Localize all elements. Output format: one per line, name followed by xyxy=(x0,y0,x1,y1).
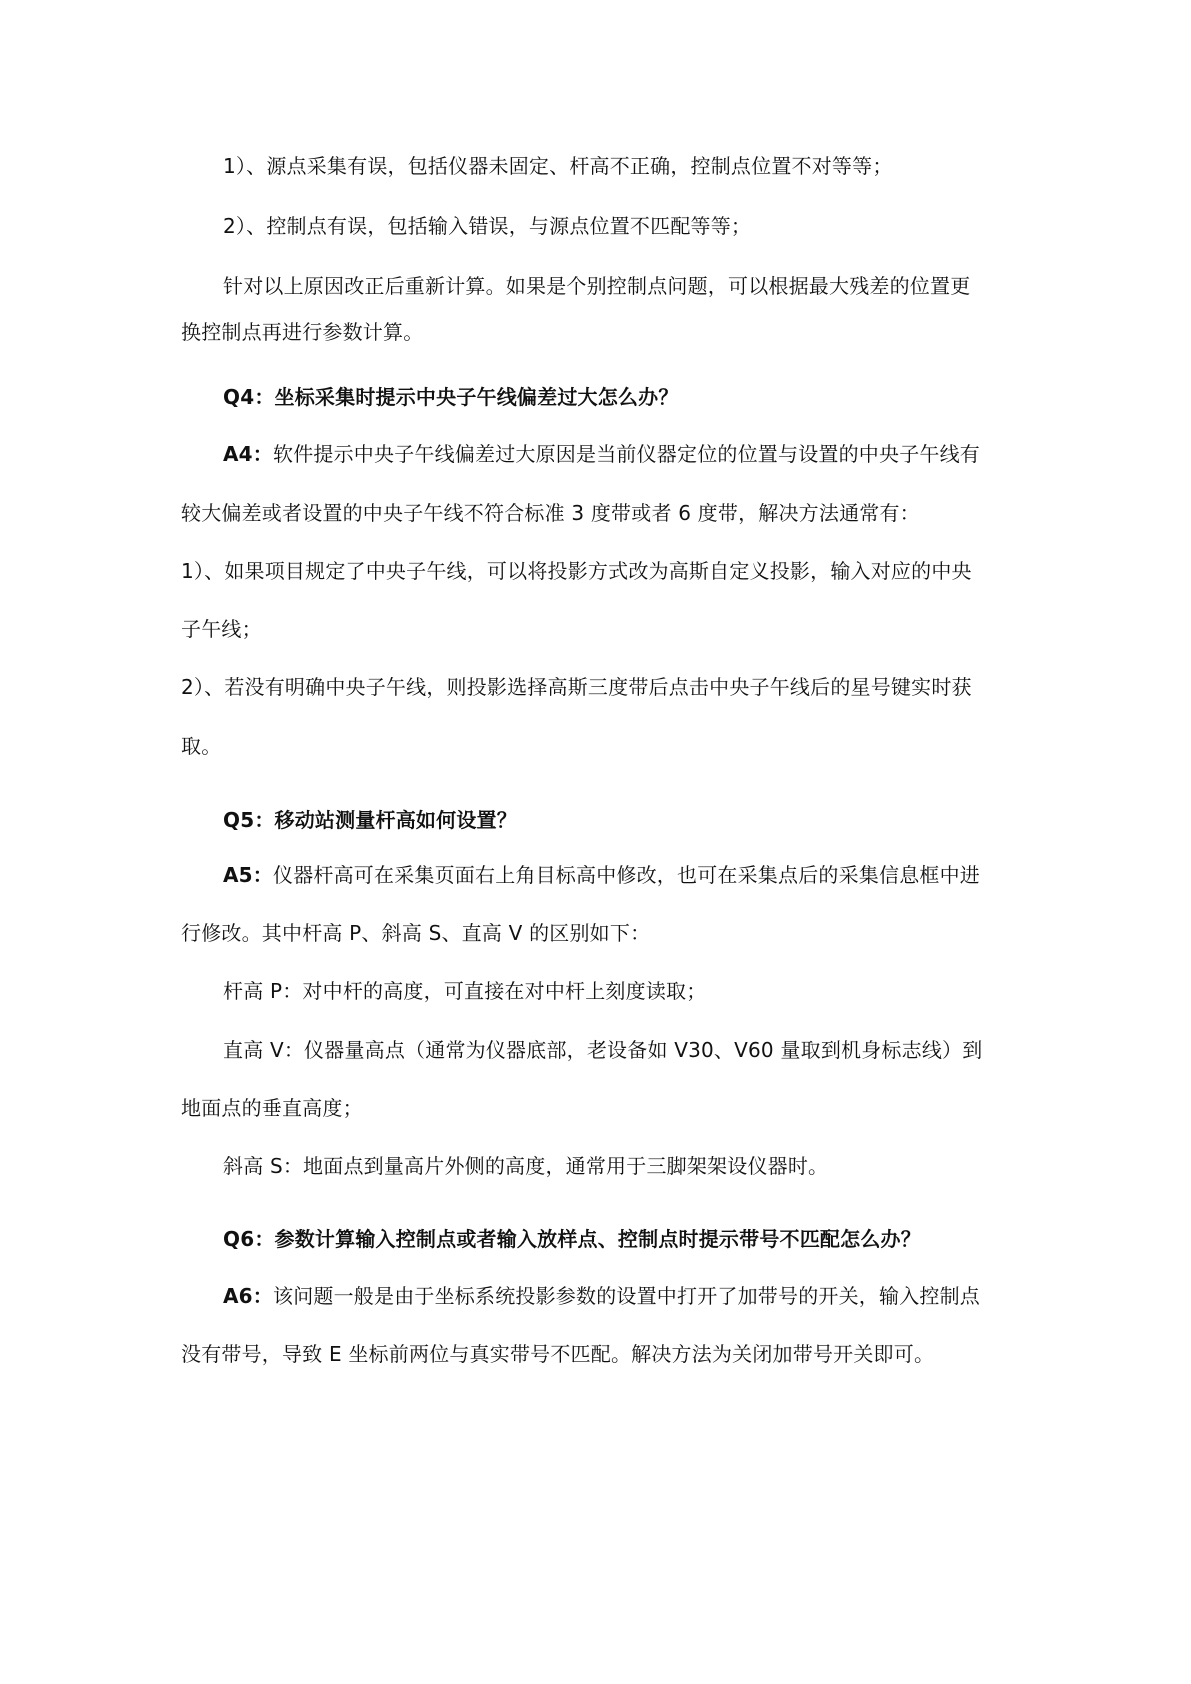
answer-a4-item2-line-1: 2）、若没有明确中央子午线，则投影选择高斯三度带后点击中央子午线后的星号键实时获 xyxy=(181,675,972,699)
answer-a4-item1-line-1: 1）、如果项目规定了中央子午线，可以将投影方式改为高斯自定义投影，输入对应的中央 xyxy=(181,559,972,583)
answer-a5-text: 仪器杆高可在采集页面右上角目标高中修改，也可在采集点后的采集信息框中进 xyxy=(273,863,980,887)
question-q4: Q4：坐标采集时提示中央子午线偏差过大怎么办？ xyxy=(223,385,679,409)
definition-slant-height: 斜高 S：地面点到量高片外侧的高度，通常用于三脚架架设仪器时。 xyxy=(223,1154,829,1178)
question-q5: Q5：移动站测量杆高如何设置？ xyxy=(223,808,517,832)
paragraph-source-point-error: 1）、源点采集有误，包括仪器未固定、杆高不正确，控制点位置不对等等； xyxy=(223,154,893,178)
answer-a4-item2-line-2: 取。 xyxy=(181,734,222,758)
definition-pole-height: 杆高 P：对中杆的高度，可直接在对中杆上刻度读取； xyxy=(223,979,707,1003)
answer-a4-line-2: 较大偏差或者设置的中央子午线不符合标准 3 度带或者 6 度带，解决方法通常有： xyxy=(181,501,920,525)
paragraph-fix-line-2: 换控制点再进行参数计算。 xyxy=(181,320,424,344)
question-q6: Q6：参数计算输入控制点或者输入放样点、控制点时提示带号不匹配怎么办？ xyxy=(223,1227,921,1251)
answer-a4-line-1 xyxy=(223,440,1021,468)
answer-a5-line-2: 行修改。其中杆高 P、斜高 S、直高 V 的区别如下： xyxy=(181,921,651,945)
answer-a6-line-1 xyxy=(223,1282,1021,1310)
paragraph-control-point-error: 2）、控制点有误，包括输入错误，与源点位置不匹配等等； xyxy=(223,214,752,238)
answer-a4-label: A4： xyxy=(223,442,273,466)
answer-a4-item1-line-2: 子午线； xyxy=(181,617,262,641)
answer-a5-label: A5： xyxy=(223,863,273,887)
answer-a5-line-1 xyxy=(223,861,1021,889)
answer-a6-text: 该问题一般是由于坐标系统投影参数的设置中打开了加带号的开关，输入控制点 xyxy=(273,1284,980,1308)
answer-a6-label: A6： xyxy=(223,1284,273,1308)
answer-a6-line-2: 没有带号，导致 E 坐标前两位与真实带号不匹配。解决方法为关闭加带号开关即可。 xyxy=(181,1342,935,1366)
definition-vertical-height-line-1: 直高 V：仪器量高点（通常为仪器底部，老设备如 V30、V60 量取到机身标志线）到 xyxy=(223,1038,983,1062)
answer-a4-text: 软件提示中央子午线偏差过大原因是当前仪器定位的位置与设置的中央子午线有 xyxy=(273,442,980,466)
definition-vertical-height-line-2: 地面点的垂直高度； xyxy=(181,1096,363,1120)
paragraph-fix-line-1: 针对以上原因改正后重新计算。如果是个别控制点问题，可以根据最大残差的位置更 xyxy=(223,274,971,298)
